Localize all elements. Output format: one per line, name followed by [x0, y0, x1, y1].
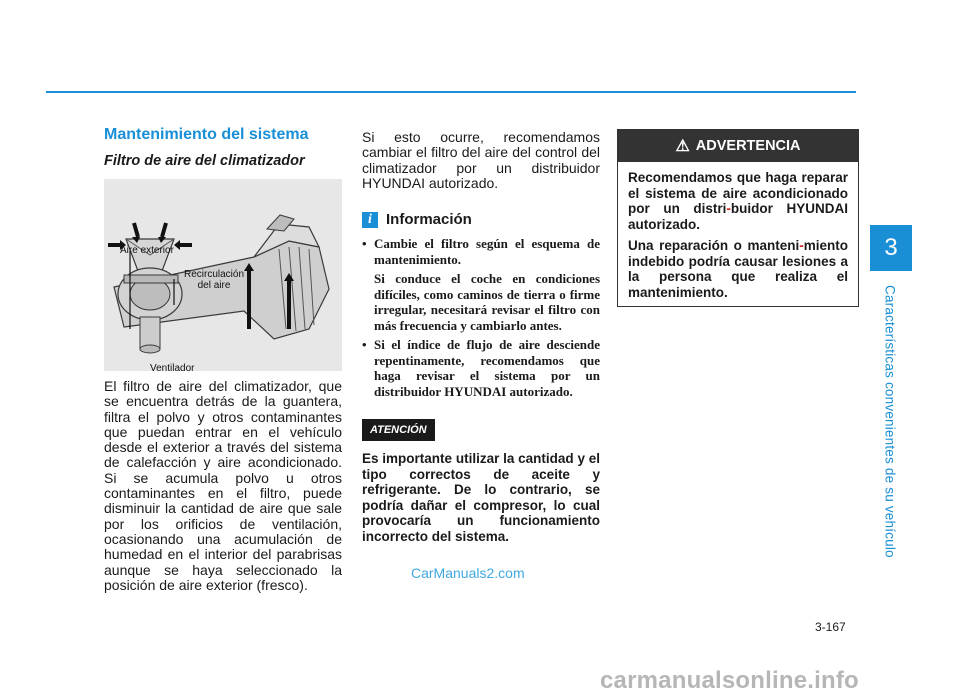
- info-list: [362, 236, 600, 399]
- warning-header: [618, 130, 858, 162]
- warning-triangle-icon: ⚠: [675, 138, 690, 155]
- left-column: [104, 126, 342, 593]
- climate-filter-diagram: [104, 179, 342, 371]
- info-icon: i: [362, 212, 378, 228]
- watermark-footer: carmanualsonline.info: [600, 667, 859, 694]
- left-body-text: El filtro de aire del climatizador, que se encuentra detrás de la guantera, filtra el polvo y otros contaminantes que puedan entrar en el vehículo desde el exterior a través del sistema de calefacción y aire acondicionado. Si se acumula polvo u otros contaminantes en el filtro, puede disminuir la cantidad de aire que sale por los orificios de ventilación, ocasionando una acumulación de humedad en el interior del parabrisas aunque se haya seleccionado la posición de aire exterior (fresco).: [104, 378, 342, 593]
- info-title: Información: [386, 211, 472, 229]
- warning-paragraph: Una reparación o manteni-miento indebido podría causar lesiones a la persona que realiza el mantenimiento.: [628, 238, 848, 300]
- label-recirculation: Recirculación del aire: [184, 269, 245, 291]
- top-rule: [46, 91, 856, 93]
- warning-box: [617, 129, 859, 307]
- label-outside-air: Aire exterior: [120, 245, 174, 256]
- warning-paragraph: Recomendamos que haga reparar el sistema de aire acondicionado por un distri-buidor HYUNDAI autorizado.: [628, 170, 848, 232]
- chapter-side-label: Características convenientes de su vehículo: [882, 285, 898, 558]
- caution-text: Es importante utilizar la cantidad y el tipo correctos de aceite y refrigerante. De lo contrario, se podría dañar el compresor, lo cual provocaría un funcionamiento incorrecto del sistema.: [362, 451, 600, 544]
- intro-text: Si esto ocurre, recomendamos cambiar el filtro del aire del control del climatizador por un distribuidor HYUNDAI autorizado.: [362, 129, 600, 191]
- warning-title: ADVERTENCIA: [695, 138, 801, 154]
- info-header: [362, 211, 600, 228]
- label-fan: Ventilador: [150, 363, 195, 371]
- warning-body: [618, 162, 858, 300]
- page-number: 3-167: [815, 620, 846, 634]
- list-item: • Cambie el filtro según el esquema de mantenimiento. Si conduce el coche en condiciones difíciles, como caminos de tierra o firme irregular, necesitará revisar el filtro con más frecuencia y cambiarlo antes.: [362, 236, 600, 333]
- chapter-number: 3: [884, 234, 898, 261]
- middle-column: [362, 126, 600, 544]
- subsection-title: Filtro de aire del climatizador: [104, 153, 305, 169]
- watermark-link[interactable]: CarManuals2.com: [411, 565, 525, 581]
- list-item: • Si el índice de flujo de aire desciende repentinamente, recomendamos que haga revisar el sistema por un distribuidor HYUNDAI autorizado.: [362, 337, 600, 399]
- section-title: Mantenimiento del sistema: [104, 126, 309, 143]
- chapter-tab: [870, 225, 912, 271]
- caution-badge: ATENCIÓN: [362, 419, 435, 441]
